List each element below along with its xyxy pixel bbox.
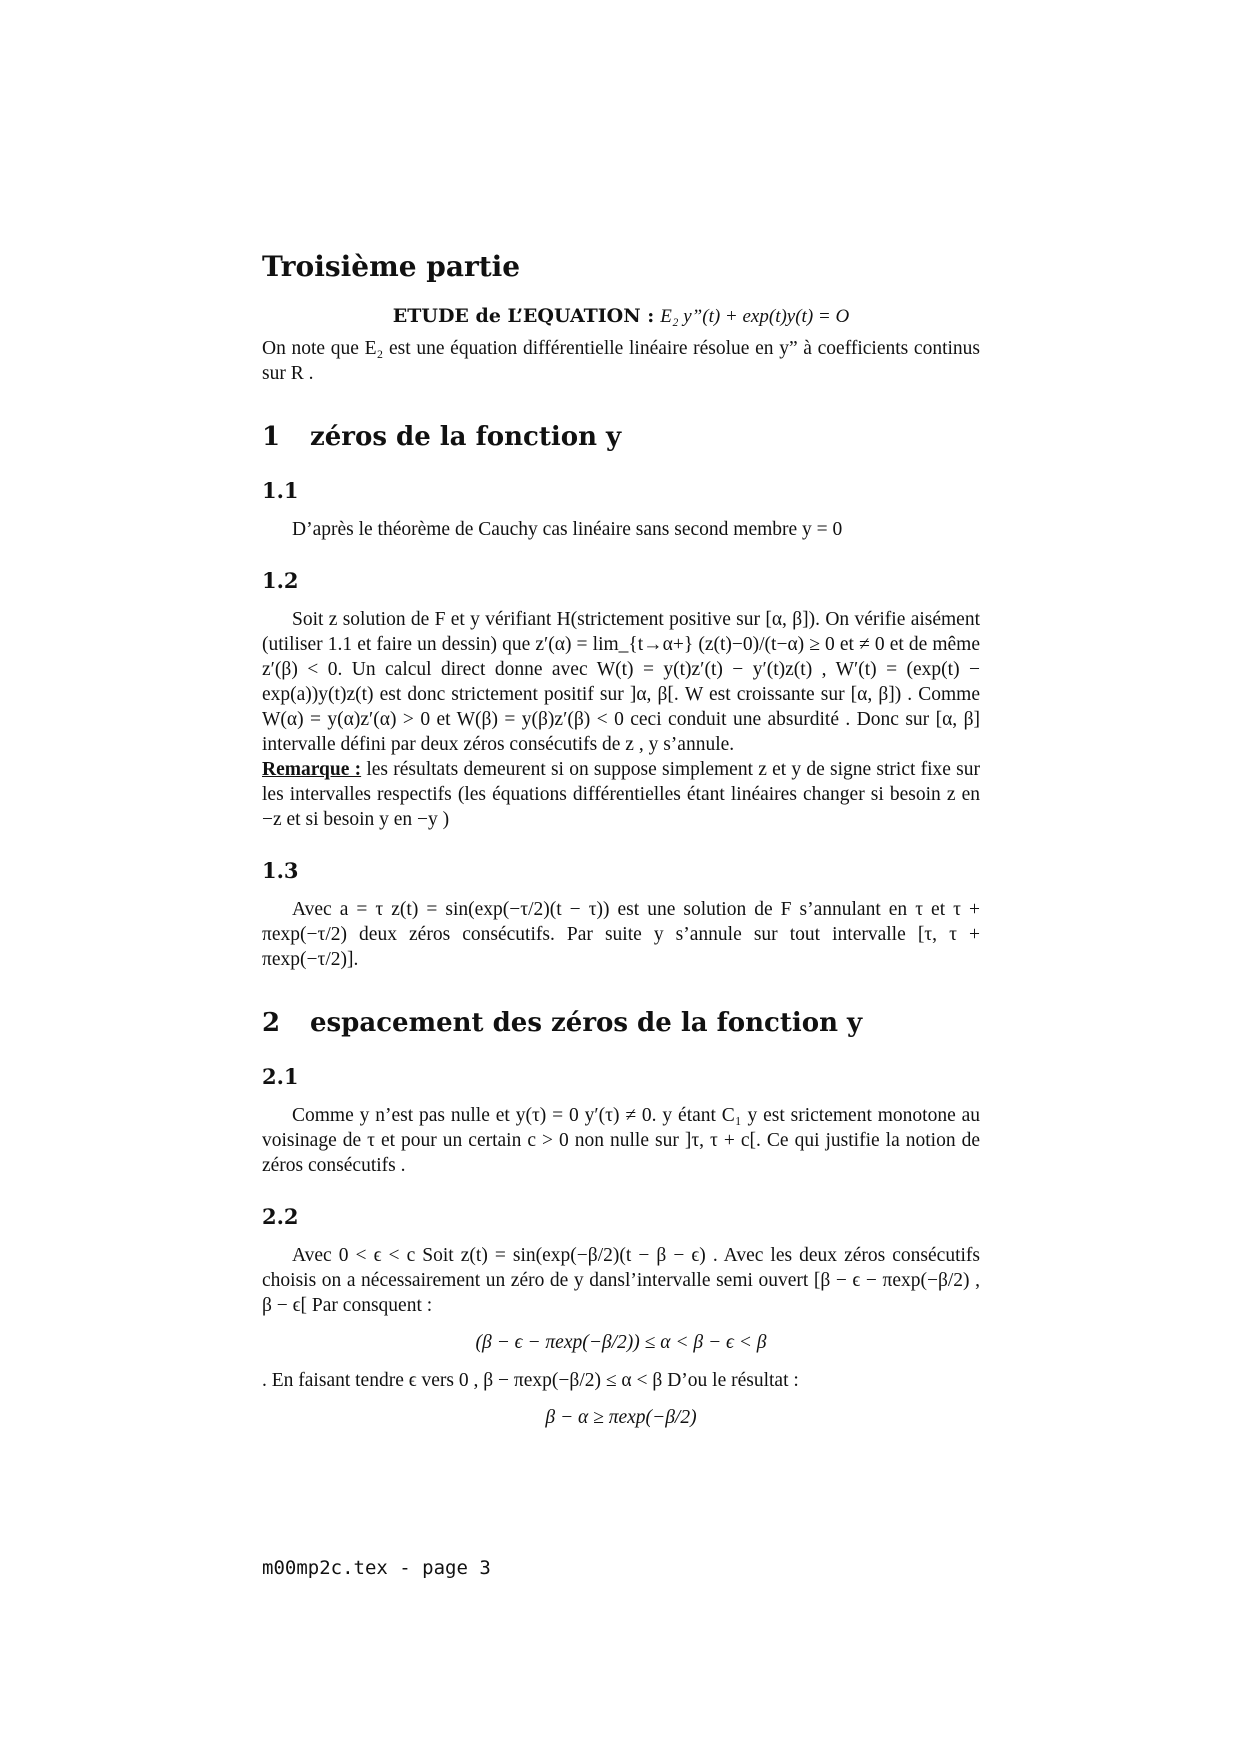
display-equation-2: β − α ≥ πexp(−β/2) — [545, 1407, 697, 1428]
subsection-2-2-text: Avec 0 < ϵ < c Soit z(t) = sin(exp(−β/2)(t − β − ϵ) . Avec les deux zéros consécutifs choisis on a nécessairement un zéro de y dansl’intervalle semi ouvert [β − ϵ − πexp(−β/2) , β − ϵ[ Par consquent : — [262, 1245, 980, 1316]
subsection-1-3-heading: 1.3 — [262, 858, 299, 883]
subsection-1-1-heading: 1.1 — [262, 478, 299, 503]
subsection-2-1-text: Comme y n’est pas nulle et y(τ) = 0 y′(τ) ≠ 0. y étant C₁ y est srictement monotone au voisinage de τ et pour un certain c > 0 non nulle sur ]τ, τ + c[. Ce qui justifie la notion de zéros consécutifs . — [262, 1105, 980, 1176]
subsection-1-2-heading: 1.2 — [262, 568, 299, 593]
equation: E₂ y”(t) + exp(t)y(t) = O — [660, 306, 850, 327]
remark-text: les résultats demeurent si on suppose simplement z et y de signe strict fixe sur les intervalles respectifs (les équations différentielles étant linéaires changer si besoin z en −z et si besoin y en −y ) — [262, 759, 981, 830]
display-equation-1: (β − ϵ − πexp(−β/2)) ≤ α < β − ϵ < β — [475, 1332, 767, 1353]
subsection-1-1-text: D’après le théorème de Cauchy cas linéaire sans second membre y = 0 — [292, 519, 843, 540]
section-1-heading — [262, 422, 980, 452]
section-number: 2 — [262, 1008, 281, 1038]
remark-paragraph — [262, 757, 980, 832]
section-number: 1 — [262, 422, 281, 452]
subsection-2-1-heading: 2.1 — [262, 1064, 299, 1089]
section-title: espacement des zéros de la fonction y — [310, 1008, 863, 1038]
document-body — [262, 250, 980, 1443]
subsection-2-2-conclusion: . En faisant tendre ϵ vers 0 , β − πexp(−β/2) ≤ α < β D’ou le résultat : — [262, 1370, 799, 1391]
subsection-1-3-text: Avec a = τ z(t) = sin(exp(−τ/2)(t − τ)) est une solution de F s’annulant en τ et τ + πexp(−τ/2) deux zéros consécutifs. Par suite y s’annule sur tout intervalle [τ, τ + πexp(−τ/2)]. — [262, 899, 980, 970]
subsection-2-2-heading: 2.2 — [262, 1204, 299, 1229]
section-2-heading — [262, 1008, 980, 1038]
section-title: zéros de la fonction y — [310, 422, 622, 452]
intro-paragraph: On note que E₂ est une équation différentielle linéaire résolue en y” à coefficients continus sur R . — [262, 338, 980, 384]
remark-label: Remarque : — [262, 759, 362, 780]
subsection-1-2-text: Soit z solution de F et y vérifiant H(strictement positive sur [α, β]). On vérifie aisément (utiliser 1.1 et faire un dessin) que z′(α) = lim_{t→α+} (z(t)−0)/(t−α) ≥ 0 et ≠ 0 et de même z′(β) < 0. Un calcul direct donne avec W(t) = y(t)z′(t) − y′(t)z(t) , W′(t) = (exp(t) − exp(a))y(t)z(t) est donc strictement positif sur ]α, β[. W est croissante sur [α, β]) . Comme W(α) = y(α)z′(α) > 0 et W(β) = y(β)z′(β) < 0 ceci conduit une absurdité . Donc sur [α, β] intervalle défini par deux zéros consécutifs de z , y s’annule. — [262, 609, 980, 755]
equation-heading — [262, 305, 980, 328]
equation-label: ETUDE de L’EQUATION : — [392, 305, 655, 327]
part-title: Troisième partie — [262, 250, 521, 283]
page-footer: m00mp2c.tex - page 3 — [262, 1557, 491, 1579]
